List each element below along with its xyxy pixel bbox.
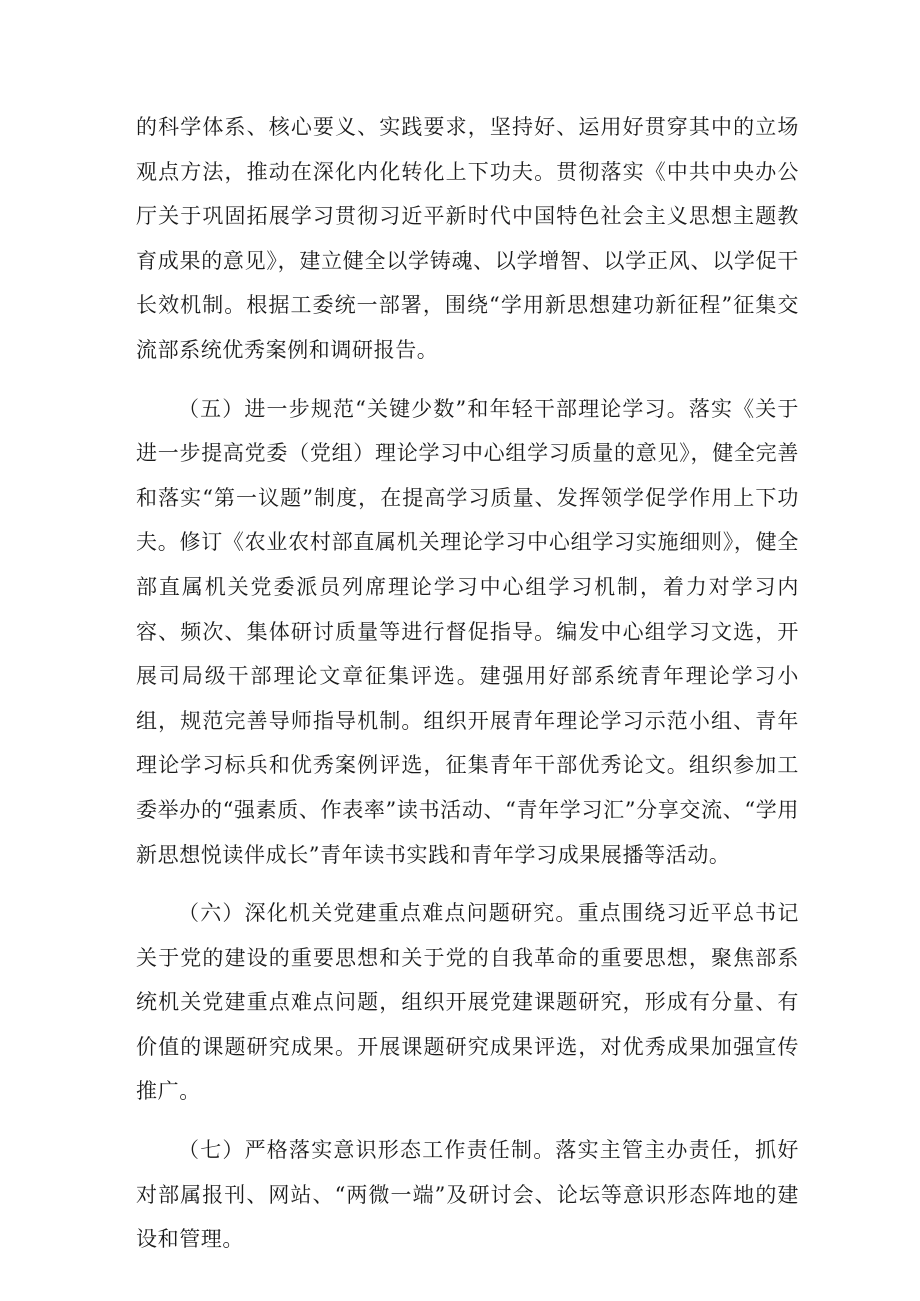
paragraph-section-5: （五）进一步规范“关键少数”和年轻干部理论学习。落实《关于进一步提高党委（党组）理论学习中心组学习质量的意见》，健全完善和落实“第一议题”制度，在提高学习质量、发挥领学促学作用上下功夫。修订《农业农村部直属机关理论学习中心组学习实施细则》，健全部直属机关党委派员列席理论学习中心组学习机制，着力对学习内容、频次、集体研讨质量等进行督促指导。编发中心组学习文选，开展司局级干部理论文章征集评选。建强用好部系统青年理论学习小组，规范完善导师指导机制。组织开展青年理论学习示范小组、青年理论学习标兵和优秀案例评选，征集青年干部优秀论文。组织参加工委举办的“强素质、作表率”读书活动、“青年学习汇”分享交流、“学用新思想悦读伴成长”青年读书实践和青年学习成果展播等活动。: [136, 396, 799, 867]
paragraph-section-7: （七）严格落实意识形态工作责任制。落实主管主办责任，抓好对部属报刊、网站、“两微一端”及研讨会、论坛等意识形态阵地的建设和管理。: [136, 1138, 799, 1252]
paragraph-section-6: （六）深化机关党建重点难点问题研究。重点围绕习近平总书记关于党的建设的重要思想和关于党的自我革命的重要思想，聚焦部系统机关党建重点难点问题，组织开展党建课题研究，形成有分量、有价值的课题研究成果。开展课题研究成果评选，对优秀成果加强宣传推广。: [136, 901, 799, 1104]
paragraph-study-system: 的科学体系、核心要义、实践要求，坚持好、运用好贯穿其中的立场观点方法，推动在深化内化转化上下功夫。贯彻落实《中共中央办公厅关于巩固拓展学习贯彻习近平新时代中国特色社会主义思想主题教育成果的意见》，建立健全以学铸魂、以学增智、以学正风、以学促干长效机制。根据工委统一部署，围绕“学用新思想建功新征程”征集交流部系统优秀案例和调研报告。: [136, 115, 799, 362]
